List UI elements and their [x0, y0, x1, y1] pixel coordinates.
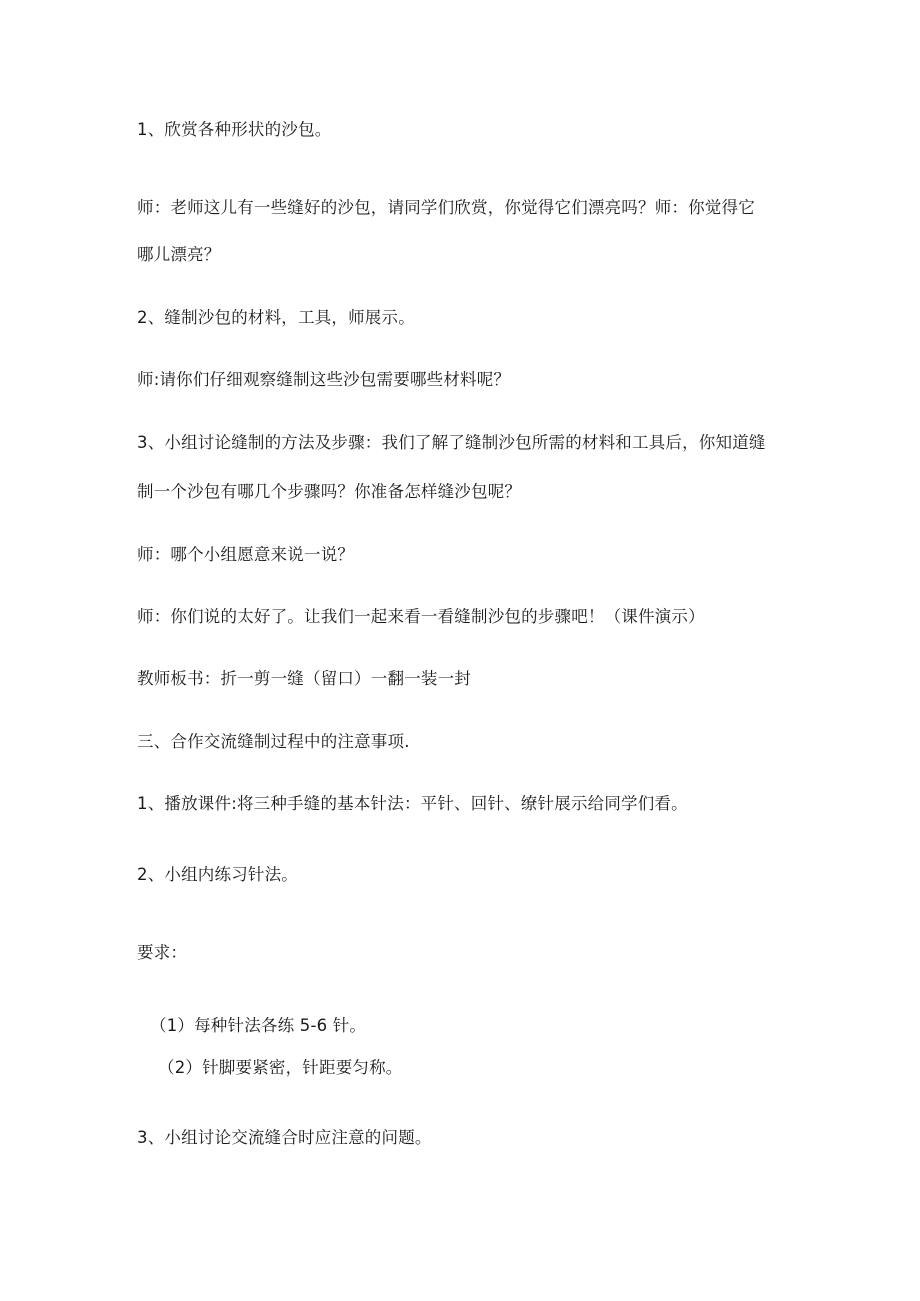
item-materials-tools: 2、缝制沙包的材料，工具，师展示。 [137, 308, 415, 327]
teacher-line-3: 师：哪个小组愿意来说一说？ [137, 545, 355, 564]
requirement-2: （2）针脚要紧密，针距要匀称。 [158, 1058, 403, 1077]
item-group-discussion-b: 制一个沙包有哪几个步骤吗？你准备怎样缝沙包呢？ [137, 482, 522, 501]
teacher-line-2: 师:请你们仔细观察缝制这些沙包需要哪些材料呢？ [137, 370, 511, 389]
item-play-courseware: 1、播放课件:将三种手缝的基本针法：平针、回针、缭针展示给同学们看。 [137, 794, 688, 813]
requirements-label: 要求： [137, 943, 188, 962]
teacher-line-4: 师：你们说的太好了。让我们一起来看一看缝制沙包的步骤吧！（课件演示） [137, 607, 705, 626]
item-appreciate-sandbags: 1、欣赏各种形状的沙包。 [137, 120, 332, 139]
requirement-1: （1）每种针法各练 5-6 针。 [150, 1016, 367, 1035]
item-practice-stitches: 2、小组内练习针法。 [137, 865, 298, 884]
item-discuss-sewing-issues: 3、小组讨论交流缝合时应注意的问题。 [137, 1128, 432, 1147]
teacher-line-1a: 师：老师这儿有一些缝好的沙包，请同学们欣赏，你觉得它们漂亮吗？师：你觉得它 [137, 198, 755, 217]
teacher-line-1b: 哪儿漂亮？ [137, 245, 221, 264]
item-group-discussion-a: 3、小组讨论缝制的方法及步骤：我们了解了缝制沙包所需的材料和工具后，你知道缝 [137, 433, 766, 452]
section-three-heading: 三、合作交流缝制过程中的注意事项. [137, 732, 410, 751]
blackboard-line: 教师板书：折一剪一缝（留口）一翻一装一封 [137, 669, 471, 688]
